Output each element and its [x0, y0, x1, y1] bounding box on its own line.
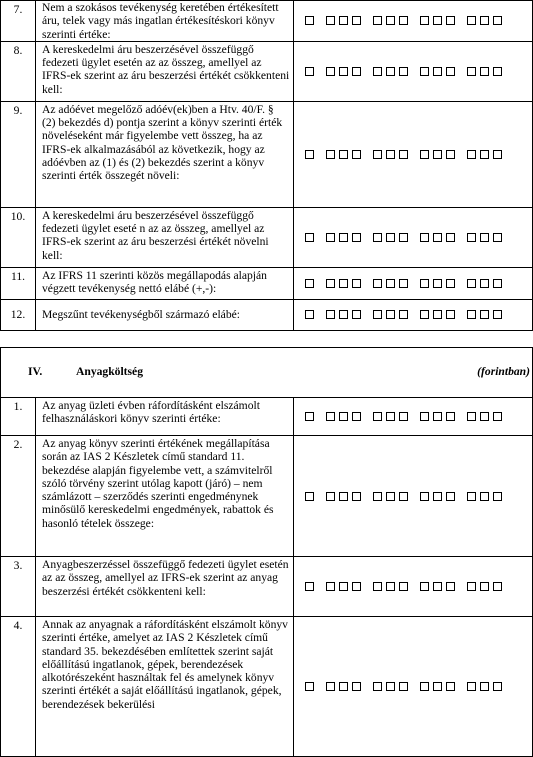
section-3-table: [0, 0, 533, 331]
row-number: 7.: [1, 1, 36, 42]
amount-boxes[interactable]: [294, 207, 533, 267]
row-number: 8.: [1, 41, 36, 101]
amount-boxes[interactable]: [294, 1, 533, 42]
table-row: [1, 101, 533, 207]
table-row: [1, 398, 533, 436]
row-number: 9.: [1, 101, 36, 207]
table-row: [1, 436, 533, 557]
row-number: 12.: [1, 299, 36, 330]
unit-label: (forintban): [477, 365, 530, 378]
amount-boxes[interactable]: [294, 617, 533, 757]
row-number: 4.: [1, 617, 36, 757]
row-text: Anyagbeszerzéssel összefüggő fedezeti ügylet esetén az az összeg, amellyel az IFRS-ek szerint az anyag beszerzési értékét csökkenteni kell:: [36, 557, 294, 617]
table-row: [1, 267, 533, 299]
table-row: [1, 557, 533, 617]
amount-boxes[interactable]: [294, 267, 533, 299]
row-number: 10.: [1, 207, 36, 267]
section-4-header: [0, 347, 533, 398]
amount-boxes[interactable]: [294, 557, 533, 617]
amount-boxes[interactable]: [294, 299, 533, 330]
section-4-table: [0, 397, 533, 757]
amount-boxes[interactable]: [294, 398, 533, 436]
table-row: [1, 1, 533, 42]
amount-boxes[interactable]: [294, 101, 533, 207]
row-text: Az adóévet megelőző adóév(ek)ben a Htv. 40/F. § (2) bekezdés d) pontja szerint a könyv szerinti érték növeléseként már figyelembe vett összeg, ha az IFRS-ek alkalmazásából az következik, hogy az adóévben az (1) és (2) bekezdés szerint a könyv szerinti érték összegét növeli:: [36, 101, 294, 207]
row-number: 1.: [1, 398, 36, 436]
table-row: [1, 41, 533, 101]
row-text: A kereskedelmi áru beszerzésével összefüggő fedezeti ügylet esetén az az összeg, amellyel az IFRS-ek szerint az áru beszerzési értékét csökkenteni kell:: [36, 41, 294, 101]
row-text: Nem a szokásos tevékenység keretében értékesített áru, telek vagy más ingatlan értékesítéskori könyv szerinti értéke:: [36, 1, 294, 42]
section-number: IV.: [28, 365, 43, 378]
row-text: Az anyag könyv szerinti értékének megállapítása során az IAS 2 Készletek című standard 11. bekezdése alapján figyelembe vett, a számvitelről szóló törvény szerint utólag kapott (járó) – nem számlázott – szerződés szerinti engedménynek minősülő kereskedelmi engedmények, rabattok és hasonló tételek összege:: [36, 436, 294, 557]
table-row: [1, 617, 533, 757]
amount-boxes[interactable]: [294, 436, 533, 557]
row-text: A kereskedelmi áru beszerzésével összefüggő fedezeti ügylet eseté n az az összeg, amellyel az IFRS-ek szerint az áru beszerzési értékét növelni kell:: [36, 207, 294, 267]
row-number: 2.: [1, 436, 36, 557]
row-number: 11.: [1, 267, 36, 299]
row-text: Annak az anyagnak a ráfordításként elszámolt könyv szerinti értéke, amelyet az IAS 2 Készletek című standard 35. bekezdésében említettek szerint saját előállítású ingatlanok, gépek, berendezések alkotórészeként használtak fel és amelynek könyv szerinti értékét a saját előállítású ingatlanok, gépek, berendezések bekerülési: [36, 617, 294, 757]
row-number: 3.: [1, 557, 36, 617]
row-text: Az anyag üzleti évben ráfordításként elszámolt felhasználáskori könyv szerinti értéke:: [36, 398, 294, 436]
amount-boxes[interactable]: [294, 41, 533, 101]
table-row: [1, 207, 533, 267]
table-row: [1, 299, 533, 330]
section-title: Anyagköltség: [76, 365, 143, 378]
row-text: Megszűnt tevékenységből származó elábé:: [36, 299, 294, 330]
row-text: Az IFRS 11 szerinti közös megállapodás alapján végzett tevékenység nettó elábé (+,-):: [36, 267, 294, 299]
